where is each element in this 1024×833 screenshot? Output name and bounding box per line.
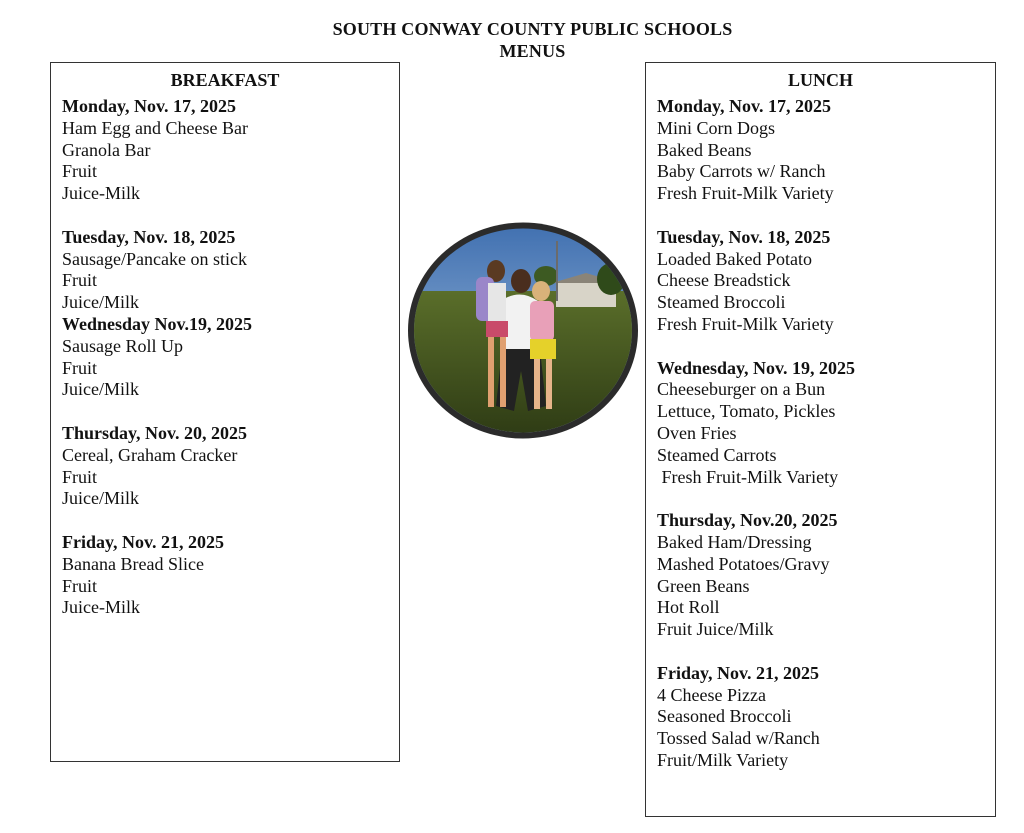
title-line-2: MENUS xyxy=(499,41,566,61)
title-line-1: SOUTH CONWAY COUNTY PUBLIC SCHOOLS xyxy=(332,19,733,39)
menu-item: Loaded Baked Potato xyxy=(657,248,812,269)
menu-item: Oven Fries xyxy=(657,422,737,443)
menu-item: Fresh Fruit-Milk Variety xyxy=(657,466,839,487)
menu-item: Juice-Milk xyxy=(62,183,140,204)
day-label: Monday, Nov. 17, 2025 xyxy=(657,96,832,116)
day-label: Wednesday Nov.19, 2025 xyxy=(62,313,253,334)
menu-item: Fruit xyxy=(62,161,98,182)
lunch-menu-box xyxy=(645,62,996,817)
day-label: Thursday, Nov. 20, 2025 xyxy=(62,422,248,443)
menu-item: Ham Egg and Cheese Bar xyxy=(62,117,248,138)
menu-item: Sausage Roll Up xyxy=(62,335,183,356)
breakfast-day-thursday xyxy=(62,423,399,510)
menu-item: Mini Corn Dogs xyxy=(657,117,776,138)
day-label: Tuesday, Nov. 18, 2025 xyxy=(657,226,831,247)
menu-item: Banana Bread Slice xyxy=(62,553,204,574)
menu-item: Juice/Milk xyxy=(62,488,139,509)
lunch-day-friday xyxy=(657,663,995,772)
menu-item: Cheeseburger on a Bun xyxy=(657,379,826,400)
menu-item: Fruit xyxy=(62,466,98,487)
menu-item: Hot Roll xyxy=(657,597,720,618)
breakfast-day-monday xyxy=(62,96,399,205)
lunch-day-monday xyxy=(657,96,995,205)
day-label: Friday, Nov. 21, 2025 xyxy=(62,531,225,552)
menu-item: Granola Bar xyxy=(62,139,151,160)
menu-item: Fruit xyxy=(62,575,98,596)
breakfast-heading: BREAKFAST xyxy=(170,70,280,90)
menu-item: Cereal, Graham Cracker xyxy=(62,444,238,465)
menu-item: Juice/Milk xyxy=(62,379,139,400)
menu-item: Baked Ham/Dressing xyxy=(657,531,812,552)
day-label: Thursday, Nov.20, 2025 xyxy=(657,510,838,531)
menu-item: Sausage/Pancake on stick xyxy=(62,248,247,269)
menu-item: Fruit xyxy=(62,270,98,291)
menu-item: Lettuce, Tomato, Pickles xyxy=(657,401,836,422)
menu-item: Juice-Milk xyxy=(62,597,140,618)
menu-item: Fruit Juice/Milk xyxy=(657,619,774,640)
menu-item: Baby Carrots w/ Ranch xyxy=(657,161,826,182)
day-label: Monday, Nov. 17, 2025 xyxy=(62,96,237,116)
lunch-day-wednesday xyxy=(657,358,995,489)
breakfast-day-tuesday xyxy=(62,227,399,314)
lunch-day-thursday xyxy=(657,510,995,641)
menu-item: Steamed Carrots xyxy=(657,444,777,465)
day-label: Wednesday, Nov. 19, 2025 xyxy=(657,357,856,378)
menu-item: Baked Beans xyxy=(657,139,752,160)
day-label: Tuesday, Nov. 18, 2025 xyxy=(62,226,236,247)
menu-item: Fresh Fruit-Milk Variety xyxy=(657,313,834,334)
menu-item: Juice/Milk xyxy=(62,292,139,313)
page-title xyxy=(0,18,1024,62)
menu-item: Steamed Broccoli xyxy=(657,292,786,313)
family-photo xyxy=(406,221,640,440)
lunch-heading: LUNCH xyxy=(787,70,853,90)
breakfast-day-friday xyxy=(62,532,399,619)
breakfast-menu-box xyxy=(50,62,400,762)
day-label: Friday, Nov. 21, 2025 xyxy=(657,662,820,683)
menu-item: Seasoned Broccoli xyxy=(657,706,792,727)
menu-item: Fruit/Milk Variety xyxy=(657,749,789,770)
menu-item: Fruit xyxy=(62,357,98,378)
menu-item: Green Beans xyxy=(657,575,750,596)
lunch-day-tuesday xyxy=(657,227,995,336)
menu-item: 4 Cheese Pizza xyxy=(657,684,766,705)
breakfast-day-wednesday xyxy=(62,314,399,401)
menu-item: Mashed Potatoes/Gravy xyxy=(657,553,830,574)
menu-item: Cheese Breadstick xyxy=(657,270,791,291)
menu-item: Tossed Salad w/Ranch xyxy=(657,728,820,749)
menu-item: Fresh Fruit-Milk Variety xyxy=(657,183,834,204)
